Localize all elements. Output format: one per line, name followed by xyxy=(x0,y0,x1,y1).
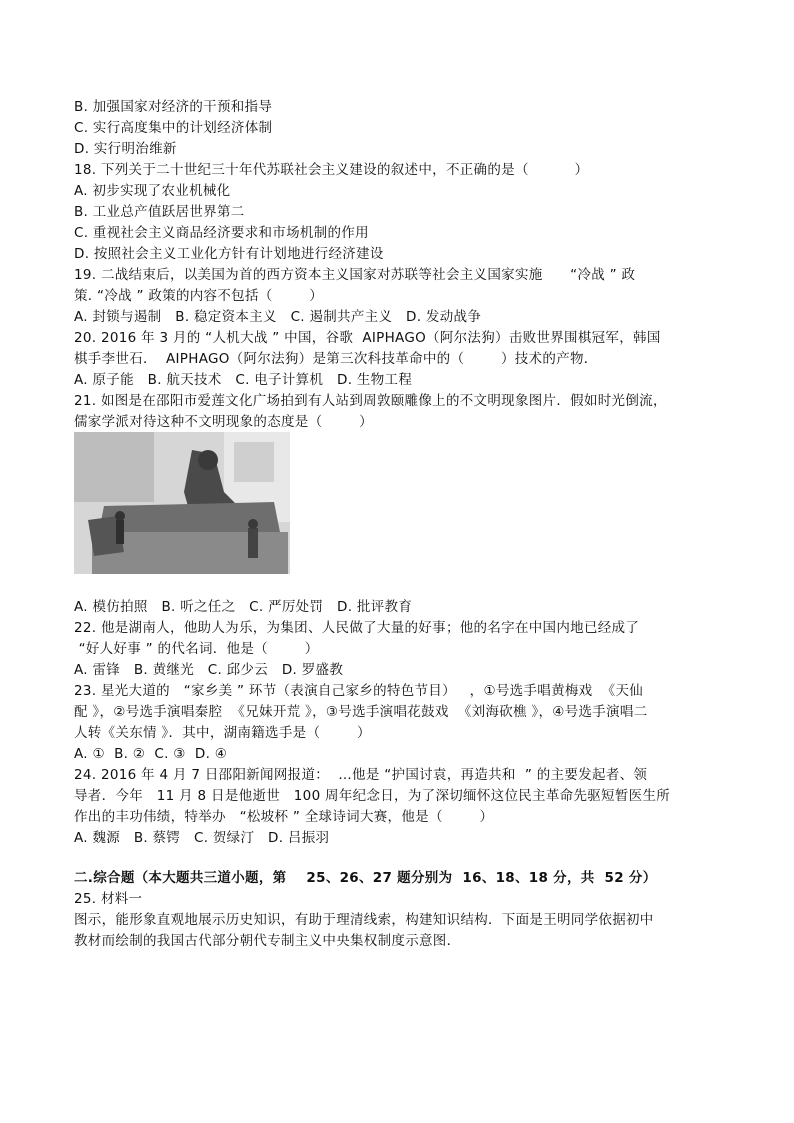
q25-text-line2: 教材而绘制的我国古代部分朝代专制主义中央集权制度示意图． xyxy=(74,933,461,949)
q17-option-d: D. 实行明治维新 xyxy=(74,141,177,157)
q22-options: A. 雷锋 B. 黄继光 C. 邱少云 D. 罗盛教 xyxy=(74,662,344,678)
q18-option-b: B. 工业总产值跃居世界第二 xyxy=(74,204,245,220)
q22-stem-line2: “好人好事 ” 的代名词．他是（ ） xyxy=(74,641,319,657)
q18-option-c: C. 重视社会主义商品经济要求和市场机制的作用 xyxy=(74,225,369,241)
q17-option-b: B. 加强国家对经济的干预和指导 xyxy=(74,99,273,115)
q21-stem-line2: 儒家学派对待这种不文明现象的态度是（ ） xyxy=(74,414,373,430)
q21-stem-line1: 21. 如图是在邵阳市爱莲文化广场拍到有人站到周敦颐雕像上的不文明现象图片．假如时光倒流， xyxy=(74,393,667,409)
q23-options: A. ① B. ② C. ③ D. ④ xyxy=(74,746,228,762)
q25-material-label: 25. 材料一 xyxy=(74,891,143,907)
q24-stem-line2: 导者．今年 11 月 8 日是他逝世 100 周年纪念日，为了深切缅怀这位民主革命先驱短暂医生所 xyxy=(74,788,671,804)
statue-photo xyxy=(74,432,290,574)
q17-option-c: C. 实行高度集中的计划经济体制 xyxy=(74,120,273,136)
q24-stem-line3: 作出的丰功伟绩，特举办 “松坡杯 ” 全球诗词大赛，他是（ ） xyxy=(74,809,494,825)
q23-stem-line3: 人转《关东情 》．其中，湖南籍选手是（ ） xyxy=(74,725,371,741)
statue-photo-image xyxy=(74,432,290,574)
q24-options: A. 魏源 B. 蔡锷 C. 贺绿汀 D. 吕振羽 xyxy=(74,830,330,846)
q20-stem-line1: 20. 2016 年 3 月的 “人机大战 ” 中国，谷歌 AIPHAGO（阿尔法狗）击败世界围棋冠军，韩国 xyxy=(74,330,661,346)
q23-stem-line2: 配 》，②号选手演唱秦腔 《兄妹开荒 》，③号选手演唱花鼓戏 《刘海砍樵 》，④号选手演唱二 xyxy=(74,704,648,720)
q24-stem-line1: 24. 2016 年 4 月 7 日邵阳新闻网报道： …他是 “护国讨袁，再造共和 ” 的主要发起者、领 xyxy=(74,767,648,783)
q22-stem-line1: 22. 他是湖南人，他助人为乐，为集团、人民做了大量的好事；他的名字在中国内地已经成了 xyxy=(74,620,640,636)
q19-stem-line1: 19. 二战结束后，以美国为首的西方资本主义国家对苏联等社会主义国家实施 “冷战 ” 政 xyxy=(74,267,636,283)
q19-options: A. 封锁与遏制 B. 稳定资本主义 C. 遏制共产主义 D. 发动战争 xyxy=(74,309,482,325)
q25-text-line1: 图示，能形象直观地展示历史知识，有助于理清线索，构建知识结构．下面是王明同学依据初中 xyxy=(74,912,654,928)
section-heading: 二.综合题（本大题共三道小题，第 25、26、27 题分别为 16、18、18 分，共 52 分） xyxy=(74,870,657,886)
q21-options: A. 模仿拍照 B. 听之任之 C. 严厉处罚 D. 批评教育 xyxy=(74,599,413,615)
q23-stem-line1: 23. 星光大道的 “家乡美 ” 环节（表演自己家乡的特色节目） ，①号选手唱黄梅戏 《天仙 xyxy=(74,683,644,699)
q20-options: A. 原子能 B. 航天技术 C. 电子计算机 D. 生物工程 xyxy=(74,372,413,388)
q18-stem: 18. 下列关于二十世纪三十年代苏联社会主义建设的叙述中，不正确的是（ ） xyxy=(74,162,589,178)
q18-option-d: D. 按照社会主义工业化方针有计划地进行经济建设 xyxy=(74,246,384,262)
q20-stem-line2: 棋手李世石． AIPHAGO（阿尔法狗）是第三次科技革命中的（ ）技术的产物． xyxy=(74,351,598,367)
q19-stem-line2: 策. “冷战 ” 政策的内容不包括（ ） xyxy=(74,288,324,304)
q18-option-a: A. 初步实现了农业机械化 xyxy=(74,183,231,199)
